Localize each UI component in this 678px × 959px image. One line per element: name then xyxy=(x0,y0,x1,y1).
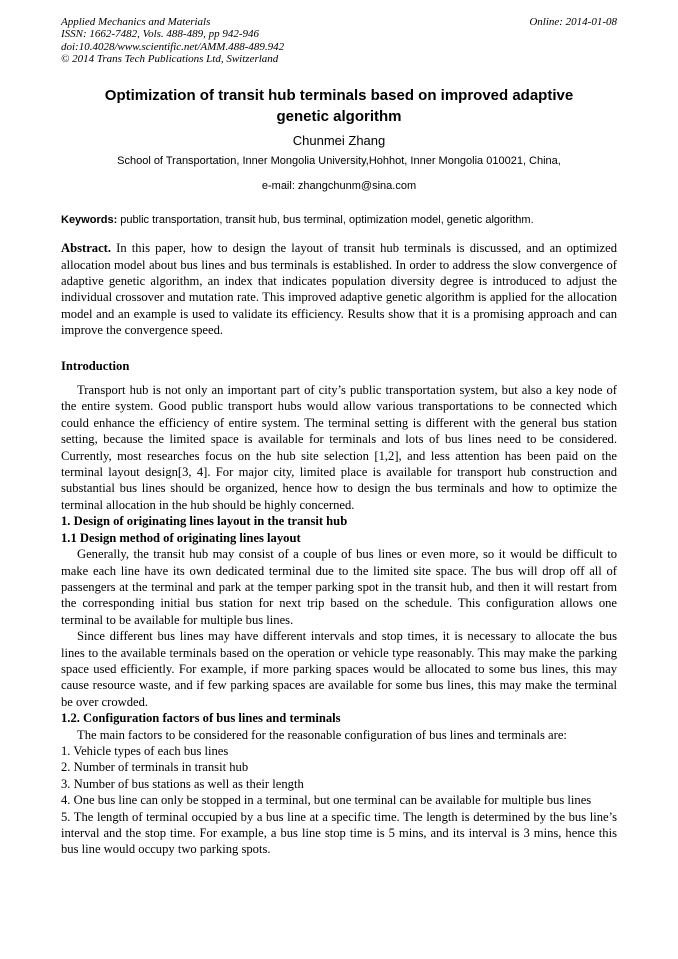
journal-info-block xyxy=(61,16,284,65)
factor-item-1: 1. Vehicle types of each bus lines xyxy=(61,743,229,758)
introduction-heading: Introduction xyxy=(61,358,130,373)
keywords-label: Keywords: xyxy=(61,214,118,227)
journal-name: Applied Mechanics and Materials xyxy=(61,16,211,28)
factor-item-5: 5. The length of terminal occupied by a bus line at a specific time. The length is determined by the bus line’s interval and the stop time. For example, a bus line stop time is 5 mins, and its interval is 3 mins, hence this bus line would occupy two parking spots. xyxy=(61,809,617,857)
factor-item-3: 3. Number of bus stations as well as their length xyxy=(61,776,304,791)
online-date: Online: 2014-01-08 xyxy=(529,16,617,28)
author-email: e-mail: zhangchunm@sina.com xyxy=(261,180,417,193)
journal-copyright-line: © 2014 Trans Tech Publications Ltd, Switzerland xyxy=(61,52,279,65)
section-1-heading: 1. Design of originating lines layout in the transit hub xyxy=(61,514,348,529)
journal-header xyxy=(61,16,617,65)
author-affiliation: School of Transportation, Inner Mongolia University,Hohhot, Inner Mongolia 010021, China, xyxy=(117,155,561,168)
section-1-1-paragraph-2: Since different bus lines may have different intervals and stop times, it is necessary to allocate the bus lines to the available terminals based on the operation or vehicle type reasonably. This may make the parking space used efficiently. For example, if more parking spaces would be allocated to some bus lines, this may cause resource waste, and if few parking spaces are available for some bus lines, this may make the terminal be over crowded. xyxy=(61,629,617,709)
keywords-text: public transportation, transit hub, bus terminal, optimization model, genetic algorithm. xyxy=(117,214,534,227)
section-1-2-paragraph: The main factors to be considered for the reasonable configuration of bus lines and terminals are: xyxy=(77,727,567,742)
journal-issn-line: ISSN: 1662-7482, Vols. 488-489, pp 942-946 xyxy=(61,28,259,41)
journal-doi-line: doi:10.4028/www.scientific.net/AMM.488-489.942 xyxy=(61,40,285,53)
keywords-line xyxy=(61,213,617,228)
paper-title: Optimization of transit hub terminals based on improved adaptive genetic algorithm xyxy=(104,87,574,126)
introduction-paragraph: Transport hub is not only an important part of city’s public transportation system, but also a key node of the entire system. Good public transport hubs would allow various transportations to be connected which could enhance the efficiency of entire system. The terminal setting is different with the general bus station setting, because the limited space is available for terminals and lots of bus lines need to be considered. Currently, most researches focus on the hub site selection [1,2], and less attention has been paid on the terminal layout design[3, 4]. For major city, limited place is available for transport hub construction and substantial bus lines should be organized, hence how to design the bus terminals and how to optimize the terminal allocation in the hub should be highly concerned. xyxy=(61,383,617,512)
factor-item-2: 2. Number of terminals in transit hub xyxy=(61,760,249,775)
factor-item-4: 4. One bus line can only be stopped in a terminal, but one terminal can be available for multiple bus lines xyxy=(61,793,592,808)
section-1-1-paragraph-1: Generally, the transit hub may consist of a couple of bus lines or even more, so it would be difficult to make each line have its own dedicated terminal due to the limited site space. The bus will drop off all of passengers at the terminal and park at the temper parking spot in the transit hub, and then it will restart from the corresponding initial bus station for next trip based on the schedule. This configuration allows one terminal to be available for multiple bus lines. xyxy=(61,547,617,627)
abstract-label: Abstract. xyxy=(61,241,112,256)
abstract-paragraph xyxy=(61,240,617,338)
author-name: Chunmei Zhang xyxy=(292,133,386,149)
section-1-1-heading: 1.1 Design method of originating lines layout xyxy=(61,530,301,545)
abstract-text: In this paper, how to design the layout of transit hub terminals is discussed, and an optimized allocation model about bus lines and bus terminals is established. In order to address the slow convergence of adaptive genetic algorithm, an index that indicates population diversity degree is introduced to adjust the individual crossover and mutation rate. This improved adaptive genetic algorithm is applied for the allocation model and an example is used to validate its efficiency. Results show that it is a promising approach and can improve the convergence speed. xyxy=(61,241,617,338)
section-1-2-heading: 1.2. Configuration factors of bus lines and terminals xyxy=(61,711,341,726)
